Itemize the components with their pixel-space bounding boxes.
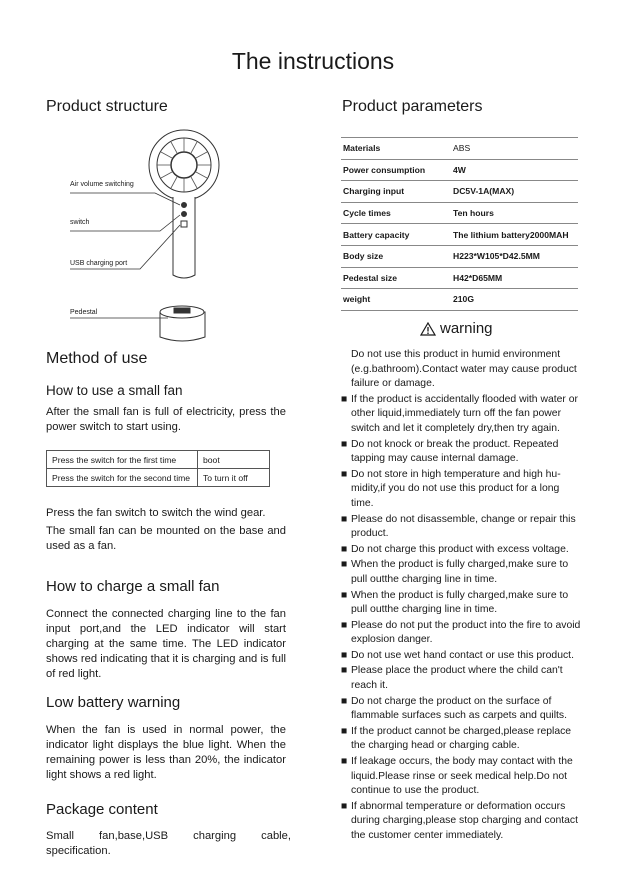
list-item: ■ Please do not put the product into the fire to avoid explosion danger. [341,619,581,646]
warning-heading [420,320,493,337]
label-air-volume: Air volume switching [70,181,134,188]
param-value: H223*W105*D42.5MM [453,251,540,262]
fan-head [149,130,219,278]
switch-table [46,450,270,487]
list-item: ■ If abnormal temperature or deformation occurs during charging,please stop charging and contact the customer center immediately. [341,800,579,841]
table-row [341,268,578,290]
param-key: Charging input [343,186,405,197]
param-key: Battery capacity [343,229,410,240]
warning-text: When the product is fully charged,make sure to pull outthe charging line in time. [351,589,569,616]
low-battery-text: When the fan is used in normal power, the indicator light displays the blue light. When the remaining power is less than 20%, the indicator light shows a red light. [46,724,286,781]
method-of-use-heading: Method of use [46,350,148,367]
list-item: ■ Please place the product where the child can't reach it. [341,665,563,692]
table-cell: boot [198,451,270,469]
warning-text: If leakage occurs, the body may contact with the liquid.Please rinse or seek medical help.Do not continue to use the product. [351,756,573,797]
callout-lines [70,193,180,269]
param-value: H42*D65MM [453,272,503,283]
pedestal-diagram [160,306,205,341]
param-key: Cycle times [343,208,391,219]
package-heading: Package content [46,801,158,818]
warning-text: When the product is fully charged,make sure to pull outthe charging line in time. [351,559,569,585]
list-item: ■ Please do not disassemble, change or repair this product. [341,513,576,540]
list-item: ■ If leakage occurs, the body may contact with the liquid.Please rinse or seek medical help.Do not continue to use the product. [341,756,573,797]
param-value: 4W [453,164,466,175]
table-row [341,246,578,268]
warning-text: Do not charge this product with excess voltage. [351,543,569,555]
table-row [47,451,270,469]
warning-text: Do not use wet hand contact or use this product. [351,649,574,661]
warning-icon [420,322,436,336]
product-structure-heading: Product structure [46,98,168,115]
warning-text: Do not charge the product on the surface of flammable surfaces such as carpets and quilts. [351,695,567,722]
table-row [341,181,578,203]
param-value: Ten hours [453,208,494,219]
product-parameters-heading: Product parameters [342,98,483,115]
warning-intro: Do not use this product in humid environment (e.g.bathroom).Contact water may cause product failure or damage. [351,349,577,390]
table-row [341,203,578,225]
param-value: DC5V-1A(MAX) [453,186,515,197]
warning-list [341,348,581,845]
charge-text: Connect the connected charging line to the fan input port,and the LED indicator will start charging at the same time. The LED indicator shows red indicating that it is charging and is full of red light. [46,608,286,680]
param-key: Materials [343,143,381,154]
param-key: Pedestal size [343,272,397,283]
warning-text: Please place the product where the child can't reach it. [351,665,563,692]
param-value: ABS [453,143,471,154]
param-key: Power consumption [343,164,426,175]
how-to-use-heading: How to use a small fan [46,383,183,398]
warning-text: Do not store in high temperature and high hu- midity,if you do not use this product for a long time. [351,468,561,509]
package-text: Small fan,base,USB charging cable, specification. [46,830,291,857]
warning-text: Please do not disassemble, change or repair this product. [351,513,576,540]
param-value: 210G [453,294,475,305]
list-item: ■ If the product is accidentally flooded with water or other liquid,immediately turn off the fan power switch and let it completely dry,then try again. [341,393,578,434]
warning-text: Please do not put the product into the fire to avoid explosion danger. [351,619,581,646]
table-row [47,469,270,487]
list-item: ■ When the product is fully charged,make sure to pull outthe charging line in time. [341,559,569,585]
warning-text: If the product is accidentally flooded with water or other liquid,immediately turn off the fan power switch and let it completely dry,then try again. [351,393,578,434]
mount-text: The small fan can be mounted on the base and used as a fan. [46,525,286,552]
label-switch: switch [70,219,90,226]
pedestal-callout [60,314,170,322]
warning-text: If the product cannot be charged,please replace the charging head or charging cable. [351,725,572,752]
table-row [341,289,578,311]
list-item: ■ Do not use wet hand contact or use this product. [341,649,574,661]
param-key: Body size [343,251,384,262]
wind-gear-text: Press the fan switch to switch the wind gear. [46,507,266,519]
list-item: ■ Do not store in high temperature and high hu- midity,if you do not use this product for a long time. [341,468,561,509]
table-cell: To turn it off [198,469,270,487]
list-item: ■ Do not charge the product on the surface of flammable surfaces such as carpets and quilts. [341,695,567,722]
table-row [341,224,578,246]
warning-text: If abnormal temperature or deformation occurs during charging,please stop charging and contact the customer center immediately. [351,800,579,841]
list-item: ■ Do not charge this product with excess voltage. [341,543,569,555]
how-to-use-text: After the small fan is full of electricity, press the power switch to start using. [46,406,286,433]
list-item: ■ When the product is fully charged,make sure to pull outthe charging line in time. [341,589,569,616]
label-usb-port: USB charging port [70,260,128,267]
parameters-table [341,137,578,311]
low-battery-heading: Low battery warning [46,694,181,711]
warning-title: warning [440,320,493,337]
table-cell: Press the switch for the second time [47,469,198,487]
list-item: ■ Do not knock or break the product. Repeated tapping may cause internal damage. [341,438,559,465]
label-pedestal: Pedestal [70,309,98,316]
warning-text: Do not knock or break the product. Repeated tapping may cause internal damage. [351,438,559,465]
list-item: ■ If the product cannot be charged,please replace the charging head or charging cable. [341,725,572,752]
param-key: weight [343,294,371,305]
table-row [341,138,578,160]
table-cell: Press the switch for the first time [47,451,198,469]
charge-heading: How to charge a small fan [46,578,220,595]
param-value: The lithium battery2000MAH [453,229,569,240]
table-row [341,160,578,182]
page-title: The instructions [231,48,395,74]
